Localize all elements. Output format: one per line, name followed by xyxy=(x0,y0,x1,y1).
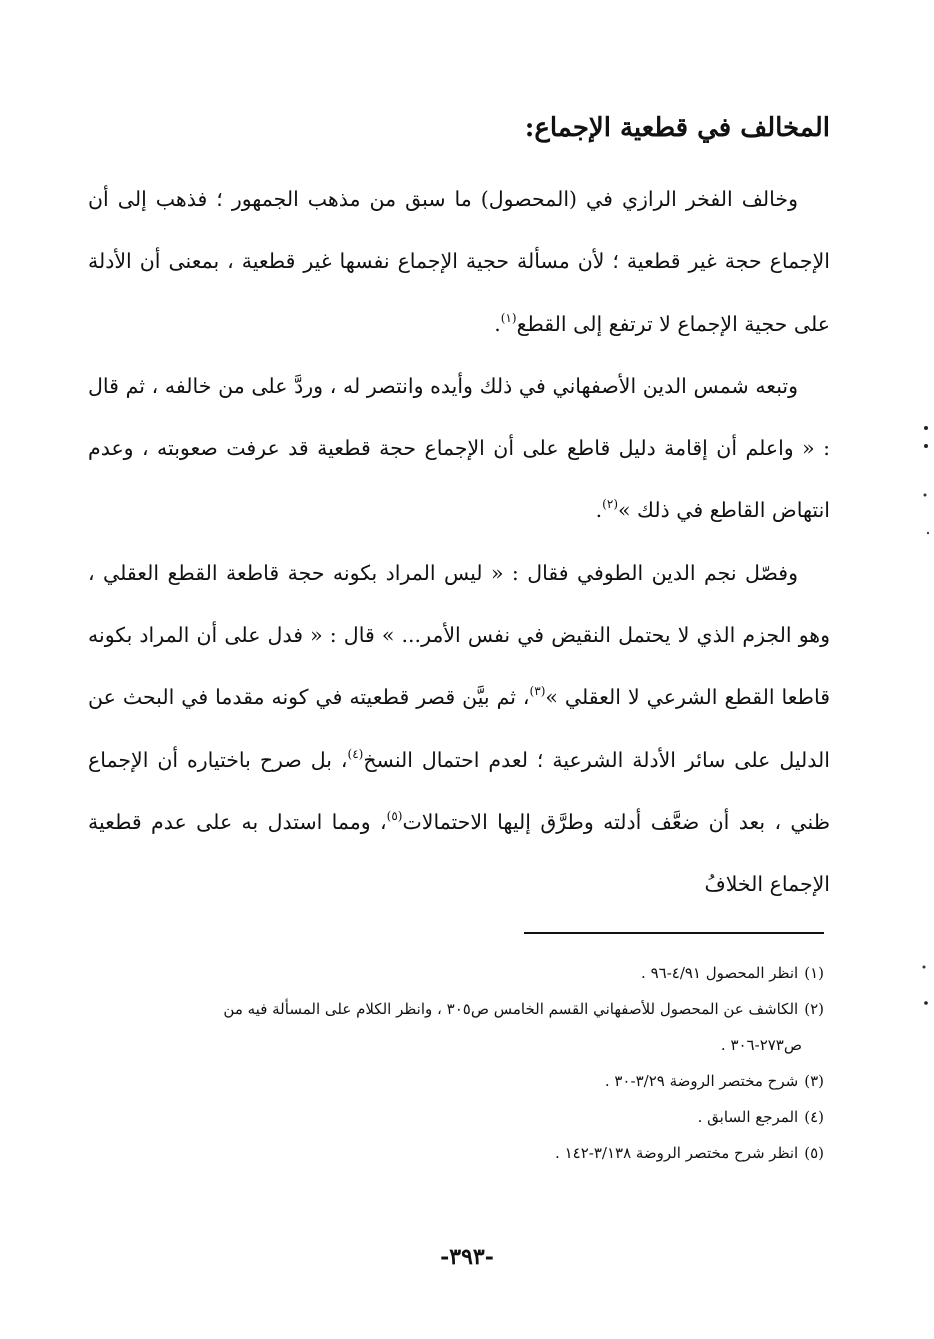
footnote-text: انظر المحصول ٤/٩١-٩٦ . xyxy=(641,964,799,982)
paragraph-text: ، ومما استدل به على عدم قطعية الإجماع الخلافُ xyxy=(88,809,830,897)
page-number: -٣٩٣- xyxy=(440,1244,494,1270)
paragraph-2 xyxy=(88,355,830,542)
footnote-text: الكاشف عن المحصول للأصفهاني القسم الخامس ص٣٠٥ ، وانظر الكلام على المسألة فيه من xyxy=(223,1000,799,1018)
footnote-text: المرجع السابق . xyxy=(697,1108,799,1126)
paragraph-text: ، بل صرح باختياره أن الإجماع ظني ، بعد أن ضعَّف أدلته وطرَّق إليها الاحتمالات xyxy=(88,747,831,834)
paragraph-text: وخالف الفخر الرازي في (المحصول) ما سبق من مذهب الجمهور ؛ فذهب إلى أن الإجماع حجة غير قطعية ؛ لأن مسألة حجية الإجماع نفسها غير قطعية ، بمعنى أن الأدلة على حجية الإجماع لا ترتفع إلى القطع xyxy=(88,187,830,336)
footnote-text: انظر شرح مختصر الروضة ٣/١٣٨-١٤٢ . xyxy=(555,1144,799,1162)
footnote-3 xyxy=(84,1063,824,1099)
punctuation: . xyxy=(595,498,603,523)
footnote-ref: (٣) xyxy=(529,684,546,699)
footnote-2-continuation xyxy=(84,1027,824,1063)
scan-specks xyxy=(905,0,934,1339)
footnote-text: ص٢٧٣-٣٠٦ . xyxy=(720,1036,802,1054)
footnote-4 xyxy=(84,1099,824,1135)
paragraph-1 xyxy=(88,168,830,355)
footnote-ref: (١) xyxy=(500,310,517,325)
footnote-ref: (٢) xyxy=(602,497,618,512)
footnote-number: (٣) xyxy=(804,1072,824,1090)
footnote-separator xyxy=(524,932,824,934)
footnote-ref: (٥) xyxy=(386,808,403,823)
footnote-5 xyxy=(84,1135,824,1171)
footnote-1 xyxy=(84,955,824,991)
paragraph-text: وتبعه شمس الدين الأصفهاني في ذلك وأيده وانتصر له ، وردَّ على من خالفه ، ثم قال : « واعلم أن إقامة دليل قاطع على أن الإجماع حجة قطعية قد عرفت صعوبته ، وعدم انتهاض القاطع في ذلك » xyxy=(88,373,830,523)
main-text xyxy=(88,168,830,916)
footnote-number: (٢) xyxy=(804,1000,824,1018)
footnote-ref: (٤) xyxy=(347,746,364,761)
footnote-number: (٥) xyxy=(804,1144,824,1162)
paragraph-3 xyxy=(88,542,830,916)
footnote-number: (١) xyxy=(804,964,824,982)
footnote-number: (٤) xyxy=(804,1108,824,1126)
paragraph-text: وفصّل نجم الدين الطوفي فقال : « ليس المراد بكونه حجة قاطعة القطع العقلي ، وهو الجزم الذي لا يحتمل النقيض في نفس الأمر... » قال : « فدل على أن المراد بكونه قاطعا القطع الشرعي لا العقلي » xyxy=(88,560,830,710)
paragraph-text: ، ثم بيَّن قصر قطعيته في كونه مقدما في البحث عن الدليل على سائر الأدلة الشرعية ؛ لعدم احتمال النسخ xyxy=(88,685,831,772)
footnotes xyxy=(84,955,824,1171)
footnote-text: شرح مختصر الروضة ٣/٢٩-٣٠ . xyxy=(604,1072,799,1090)
section-heading: المخالف في قطعية الإجماع: xyxy=(524,113,830,143)
footnote-2 xyxy=(84,991,824,1027)
punctuation: . xyxy=(494,311,501,336)
